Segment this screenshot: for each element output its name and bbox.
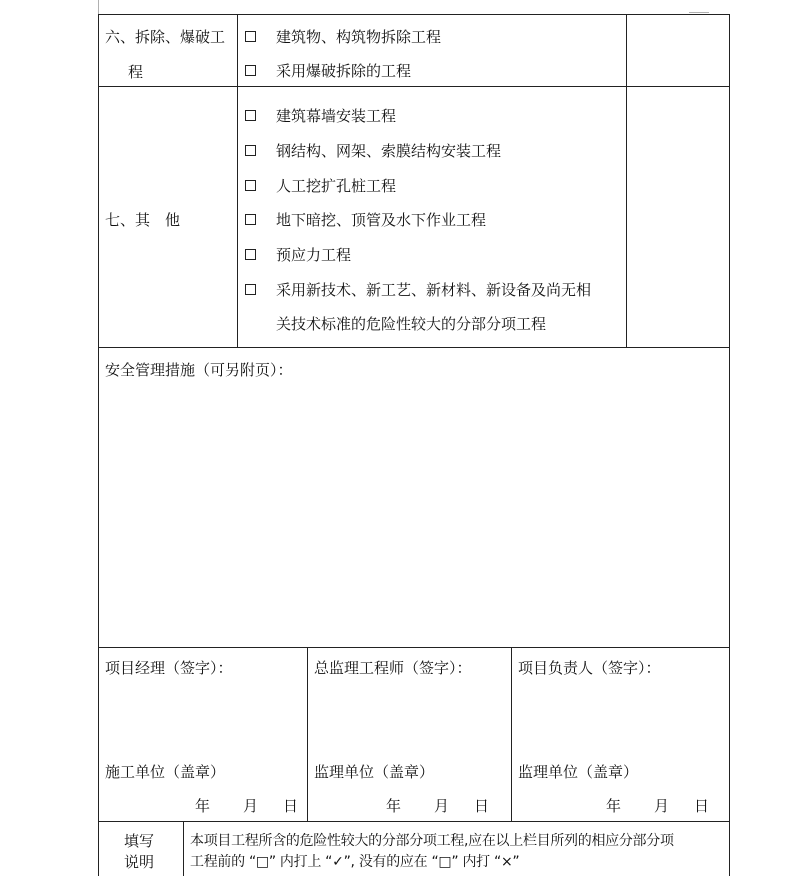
date-year-label: 年 [195,797,211,815]
row-divider [98,347,730,348]
checkbox[interactable] [245,110,256,121]
checkbox[interactable] [245,284,256,295]
page-corner-mark-left [98,0,99,14]
checklist-item-label: 采用爆破拆除的工程 [276,62,412,80]
seal-unit-label: 施工单位（盖章） [105,763,226,781]
checklist-item-label: 采用新技术、新工艺、新材料、新设备及尚无相 [276,281,592,299]
section-heading-continuation: 程 [128,63,144,81]
signature-role-label: 项目负责人（签字）： [518,659,661,677]
date-day-label: 日 [694,797,710,815]
signature-cell-project-manager[interactable] [99,648,307,821]
checklist-item-label: 预应力工程 [276,246,352,264]
date-year-label: 年 [386,797,402,815]
instructions-label: 填写 [124,832,155,850]
instructions-label-continuation: 说明 [124,853,155,871]
section-heading: 六、拆除、爆破工 [105,28,226,46]
instructions-text-continuation: 工程前的 “□” 内打上 “✓”, 没有的应在 “□” 内打 “×” [190,854,520,870]
column-divider [237,14,238,347]
date-month-label: 月 [243,797,259,815]
safety-measures-label: 安全管理措施（可另附页）： [105,361,293,379]
date-year-label: 年 [606,797,622,815]
checklist-item-label: 建筑幕墙安装工程 [276,107,397,125]
checklist-item-label: 建筑物、构筑物拆除工程 [276,28,442,46]
checkbox[interactable] [245,214,256,225]
checkbox[interactable] [245,31,256,42]
checkbox[interactable] [245,145,256,156]
checklist-item-label: 地下暗挖、顶管及水下作业工程 [276,211,487,229]
seal-unit-label: 监理单位（盖章） [518,763,639,781]
seal-unit-label: 监理单位（盖章） [314,763,435,781]
signature-role-label: 总监理工程师（签字）： [314,659,472,677]
date-day-label: 日 [474,797,490,815]
signature-cell-project-owner[interactable] [512,648,729,821]
column-divider [626,14,627,347]
date-month-label: 月 [654,797,670,815]
checkbox[interactable] [245,249,256,260]
row-divider [98,821,730,822]
instructions-text: 本项目工程所含的危险性较大的分部分项工程,应在以上栏目所列的相应分部分项 [190,833,674,849]
row-divider [98,86,730,87]
column-divider [183,821,184,876]
table-border-top [98,14,730,15]
checklist-item-label: 人工挖扩孔桩工程 [276,177,397,195]
date-day-label: 日 [283,797,299,815]
checklist-item-label: 钢结构、网架、索膜结构安装工程 [276,142,502,160]
checkbox[interactable] [245,180,256,191]
checkbox[interactable] [245,65,256,76]
section-heading: 七、其 他 [105,211,181,229]
signature-role-label: 项目经理（签字）： [105,659,233,677]
page-corner-mark-right [689,12,709,13]
table-border-right [729,14,730,876]
checklist-item-label-continuation: 关技术标准的危险性较大的分部分项工程 [276,315,547,333]
date-month-label: 月 [434,797,450,815]
signature-cell-chief-supervisor[interactable] [308,648,511,821]
